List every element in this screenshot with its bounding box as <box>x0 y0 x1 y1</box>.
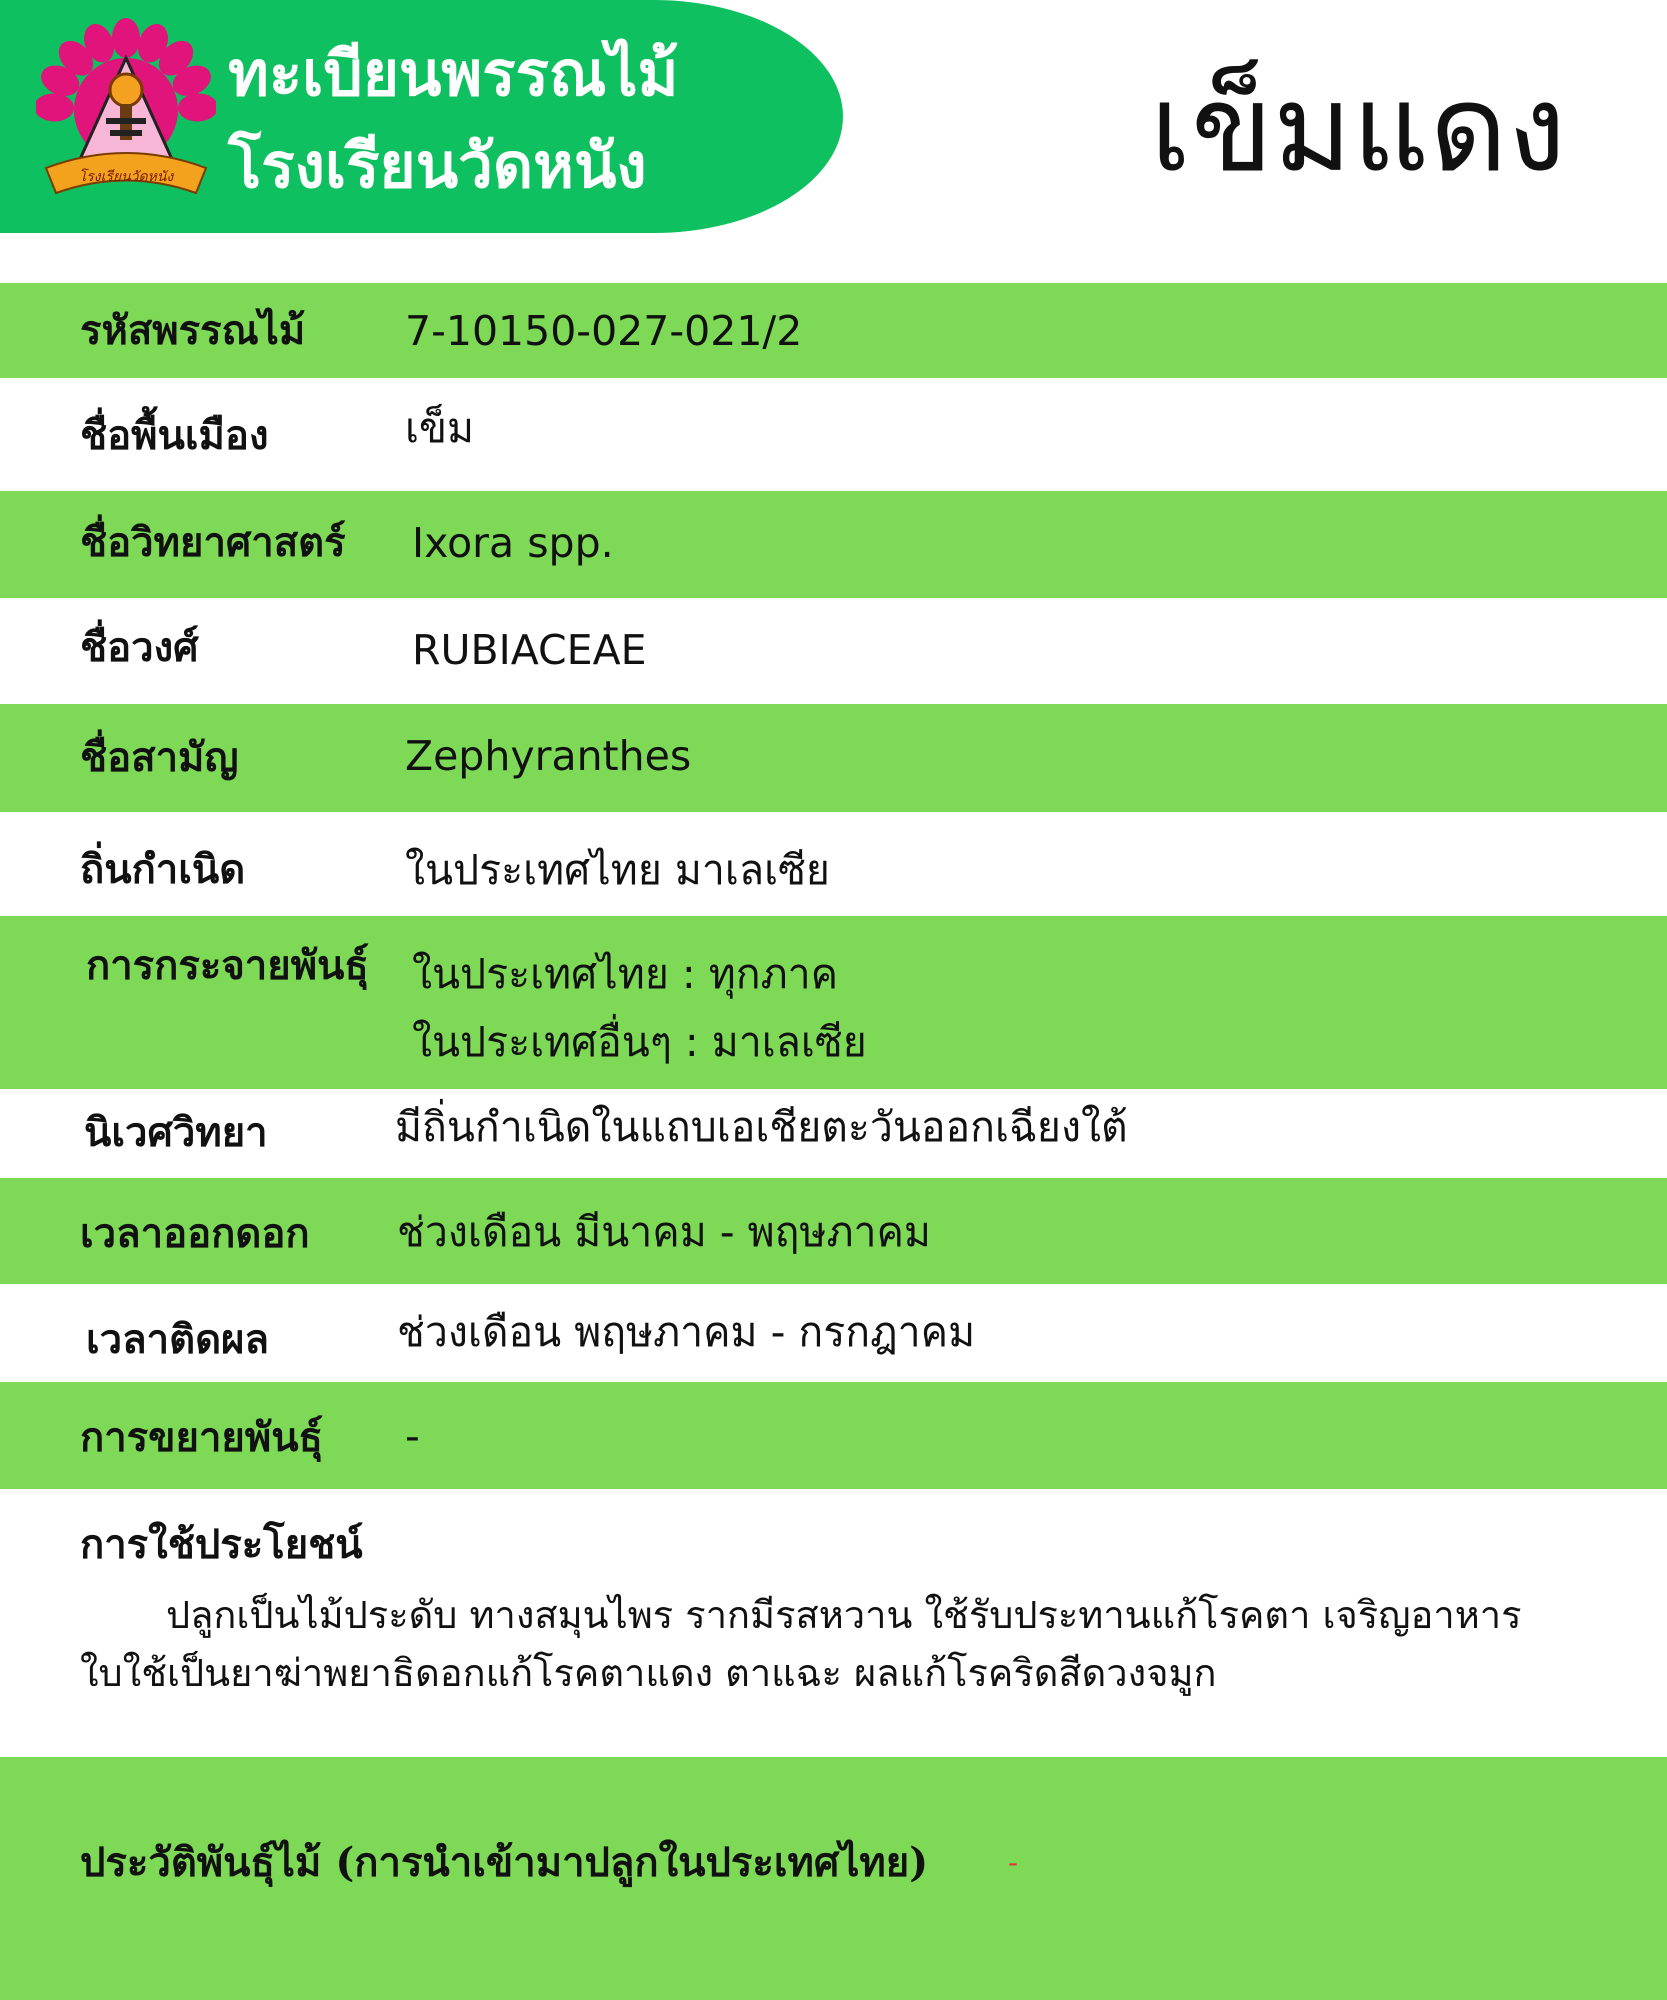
fruiting-value: ช่วงเดือน พฤษภาคม - กรกฎาคม <box>397 1308 976 1356</box>
scientific-name-value: Ixora spp. <box>412 519 614 567</box>
distribution-value-line1: ในประเทศไทย : ทุกภาค <box>412 950 839 998</box>
origin-value: ในประเทศไทย มาเลเซีย <box>405 846 830 894</box>
code-value: 7-10150-027-021/2 <box>405 307 803 355</box>
uses-line1: ปลูกเป็นไม้ประดับ ทางสมุนไพร รากมีรสหวาน ใช้รับประทานแก้โรคตา เจริญอาหาร <box>166 1593 1522 1637</box>
ecology-label: นิเวศวิทยา <box>84 1109 268 1156</box>
history-label: ประวัติพันธุ์ไม้ (การนำเข้ามาปลูกในประเทศไทย) <box>80 1839 929 1886</box>
row-common-name <box>0 704 1667 812</box>
local-name-label: ชื่อพื้นเมือง <box>80 412 269 459</box>
uses-label: การใช้ประโยชน์ <box>80 1521 363 1568</box>
code-label: รหัสพรรณไม้ <box>80 307 306 354</box>
flowering-value: ช่วงเดือน มีนาคม - พฤษภาคม <box>397 1208 931 1256</box>
row-code <box>0 283 1667 378</box>
plant-name: เข็มแดง <box>1150 60 1567 199</box>
distribution-label: การกระจายพันธุ์ <box>86 942 369 989</box>
propagation-value: - <box>405 1412 420 1460</box>
row-distribution <box>0 916 1667 1089</box>
row-family <box>0 598 1667 704</box>
family-value: RUBIACEAE <box>412 626 647 674</box>
row-scientific-name <box>0 491 1667 598</box>
row-local-name <box>0 378 1667 491</box>
school-logo <box>36 18 216 208</box>
scientific-name-label: ชื่อวิทยาศาสตร์ <box>80 519 346 566</box>
distribution-value-line2: ในประเทศอื่นๆ : มาเลเซีย <box>412 1018 867 1066</box>
row-propagation <box>0 1382 1667 1489</box>
origin-label: ถิ่นกำเนิด <box>80 846 246 893</box>
uses-line2: ใบใช้เป็นยาฆ่าพยาธิดอกแก้โรคตาแดง ตาแฉะ ผลแก้โรคริดสีดวงจมูก <box>80 1651 1217 1695</box>
header-title-line1: ทะเบียนพรรณไม้ <box>228 37 679 110</box>
flowering-label: เวลาออกดอก <box>80 1210 310 1257</box>
header-title <box>228 28 678 212</box>
logo-text: โรงเรียนวัดหนัง <box>78 169 174 185</box>
common-name-value: Zephyranthes <box>405 732 692 780</box>
fruiting-label: เวลาติดผล <box>86 1316 270 1363</box>
history-value: - <box>1008 1846 1019 1879</box>
local-name-value: เข็ม <box>405 404 475 452</box>
ecology-value: มีถิ่นกำเนิดในแถบเอเชียตะวันออกเฉียงใต้ <box>395 1103 1128 1151</box>
family-label: ชื่อวงศ์ <box>80 624 199 671</box>
header-title-line2: โรงเรียนวัดหนัง <box>228 129 647 202</box>
row-fruiting <box>0 1284 1667 1382</box>
row-ecology <box>0 1089 1667 1178</box>
propagation-label: การขยายพันธุ์ <box>80 1414 323 1461</box>
row-history <box>0 1757 1667 2000</box>
row-origin <box>0 812 1667 916</box>
row-flowering <box>0 1178 1667 1284</box>
common-name-label: ชื่อสามัญ <box>80 734 239 781</box>
